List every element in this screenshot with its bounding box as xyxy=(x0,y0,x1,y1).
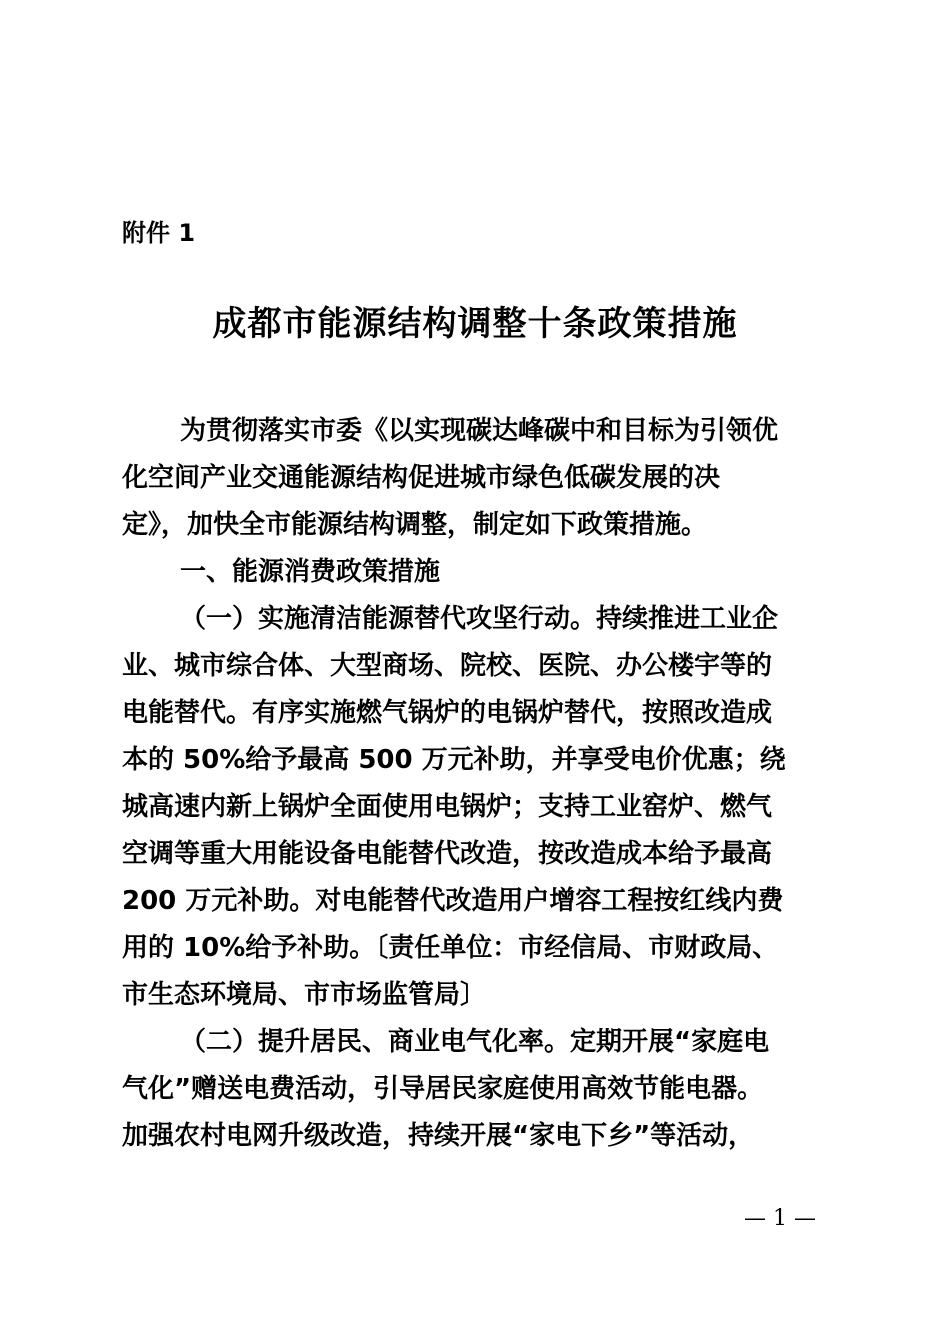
body-line-10: 空调等重大用能设备电能替代改造，按改造成本给予最高 xyxy=(122,839,773,869)
body-line-7: 电能替代。有序实施燃气锅炉的电锅炉替代，按照改造成 xyxy=(122,698,773,728)
body-line-15: 气化”赠送电费活动，引导居民家庭使用高效节能电器。 xyxy=(122,1074,764,1104)
body-line-12: 用的 10%给予补助。〔责任单位：市经信局、市财政局、 xyxy=(122,933,779,963)
body-line-14: （二）提升居民、商业电气化率。定期开展“家庭电 xyxy=(180,1027,770,1057)
document-title: 成都市能源结构调整十条政策措施 xyxy=(212,304,738,344)
body-line-1: 为贯彻落实市委《以实现碳达峰碳中和目标为引领优 xyxy=(180,416,779,446)
body-line-5: （一）实施清洁能源替代攻坚行动。持续推进工业企 xyxy=(180,604,779,634)
body-line-8: 本的 50%给予最高 500 万元补助，并享受电价优惠；绕 xyxy=(122,745,786,775)
body-line-9: 城高速内新上锅炉全面使用电锅炉；支持工业窑炉、燃气 xyxy=(122,792,773,822)
section-heading-1: 一、能源消费政策措施 xyxy=(180,557,441,587)
body-line-6: 业、城市综合体、大型商场、院校、医院、办公楼宇等的 xyxy=(122,651,773,681)
body-line-13: 市生态环境局、市市场监管局〕 xyxy=(122,980,487,1010)
body-line-2: 化空间产业交通能源结构促进城市绿色低碳发展的决 xyxy=(122,463,721,493)
body-line-3: 定》，加快全市能源结构调整，制定如下政策措施。 xyxy=(122,510,708,540)
body-line-16: 加强农村电网升级改造，持续开展“家电下乡”等活动， xyxy=(122,1121,755,1151)
page-number: — 1 — xyxy=(744,1206,816,1231)
body-line-11: 200 万元补助。对电能替代改造用户增容工程按红线内费 xyxy=(122,886,784,916)
attachment-label: 附件 1 xyxy=(122,219,196,247)
